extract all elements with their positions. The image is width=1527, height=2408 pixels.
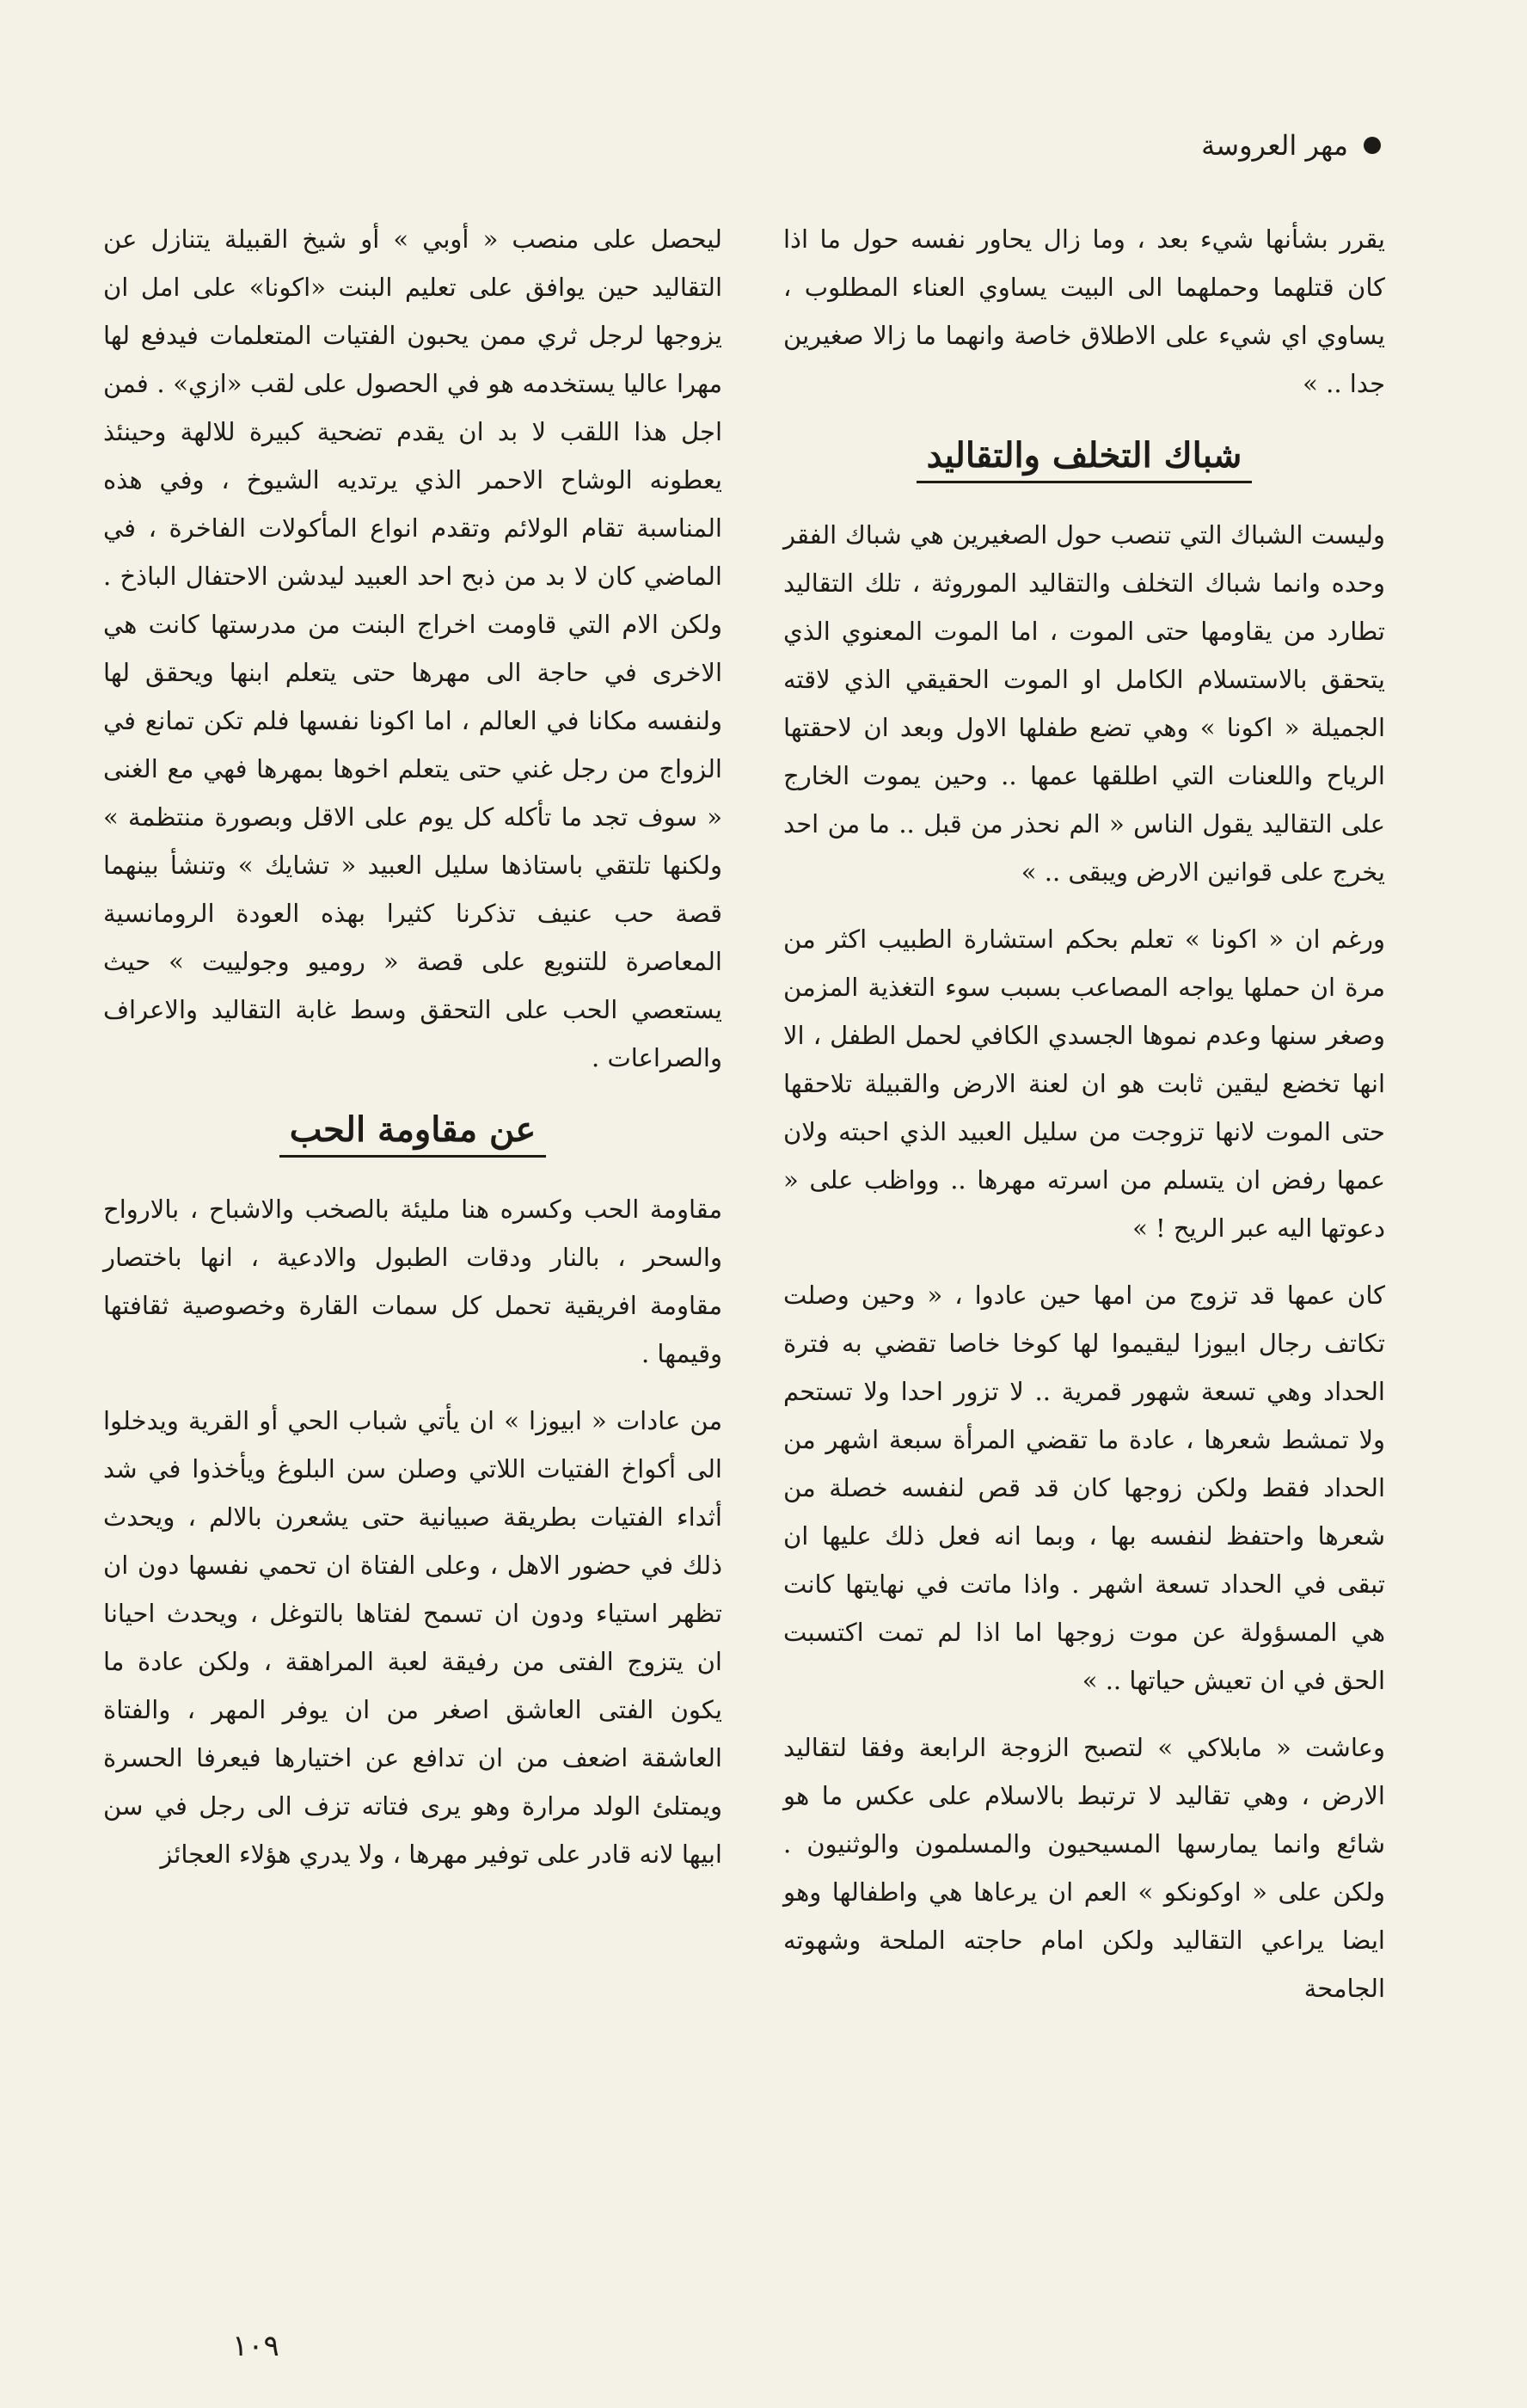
left-paragraph-3: من عادات « ابيوزا » ان يأتي شباب الحي أو القرية ويدخلوا الى أكواخ الفتيات اللاتي وصلن سن البلوغ ويأخذوا في شد أثداء الفتيات بطريقة صبيانية حتى يشعرن بالالم ، ويحدث ذلك في حضور الاهل ، وعلى الفتاة ان تحمي نفسها دون ان تظهر استياء ودون ان تسمح لفتاها بالتوغل ، ويحدث احيانا ان يتزوج الفتى من رفيقة لعبة المراهقة ، ولكن عادة ما يكون الفتى العاشق اصغر من ان يوفر المهر ، والفتاة العاشقة اضعف من ان تدافع عن اختيارها فيعرفا الحسرة ويمتلئ الولد مرارة وهو يرى فتاته تزف الى رجل في سن ابيها لانه قادر على توفير مهرها ، ولا يدري هؤلاء العجائز	[103, 1406, 722, 1869]
right-paragraph-3: ورغم ان « اكونا » تعلم بحكم استشارة الطبيب اكثر من مرة ان حملها يواجه المصاعب بسبب سوء التغذية المزمن وصغر سنها وعدم نموها الجسدي الكافي لحمل الطفل ، الا انها تخضع ليقين ثابت هو ان لعنة الارض والقبيلة تلاحقها حتى الموت لانها تزوجت من سليل العبيد الذي احبته ولان عمها رفض ان يتسلم من اسرته مهرها .. وواظب على « دعوتها اليه عبر الريح ! »	[783, 924, 1385, 1243]
right-column	[783, 215, 1385, 2031]
right-paragraph-2: وليست الشباك التي تنصب حول الصغيرين هي شباك الفقر وحده وانما شباك التخلف والتقاليد الموروثة ، تلك التقاليد تطارد من يقاومها حتى الموت ، اما الموت المعنوي الذي يتحقق بالاستسلام الكامل او الموت الحقيقي الذي لاقته الجميلة « اكونا » وهي تضع طفلها الاول وبعد ان لاحقتها الرياح واللعنات التي اطلقها عمها .. وحين يموت الخارج على التقاليد يقول الناس « الم نحذر من قبل .. ما من احد يخرج على قوانين الارض ويبقى .. »	[783, 520, 1385, 887]
bullet-icon	[1364, 137, 1381, 154]
left-column	[103, 215, 722, 1897]
section-heading-2-text: عن مقاومة الحب	[279, 1109, 547, 1158]
right-paragraph-5: وعاشت « مابلاكي » لتصبح الزوجة الرابعة وفقا لتقاليد الارض ، وهي تقاليد لا ترتبط بالاسلام على عكس ما هو شائع وانما يمارسها المسيحيون والمسلمون والوثنيون . ولكن على « اوكونكو » العم ان يرعاها هي واطفالها وهو ايضا يراعي التقاليد ولكن امام حاجته الملحة وشهوته الجامحة	[783, 1733, 1385, 2003]
section-heading-1-text: شباك التخلف والتقاليد	[917, 435, 1253, 483]
left-paragraph-1: ليحصل على منصب « أوبي » أو شيخ القبيلة يتنازل عن التقاليد حين يوافق على تعليم البنت «اكونا» على امل ان يزوجها لرجل ثري ممن يحبون الفتيات المتعلمات فيدفع لها مهرا عاليا يستخدمه هو في الحصول على لقب «ازي» . فمن اجل هذا اللقب لا بد ان يقدم تضحية كبيرة للالهة وحينئذ يعطونه الوشاح الاحمر الذي يرتديه الشيوخ ، وفي هذه المناسبة تقام الولائم وتقدم انواع المأكولات الفاخرة ، في الماضي كان لا بد من ذبح احد العبيد ليدشن الاحتفال الباذخ . ولكن الام التي قاومت اخراج البنت من مدرستها كانت هي الاخرى في حاجة الى مهرها حتى يتعلم ابنها ويحقق لها ولنفسه مكانا في العالم ، اما اكونا نفسها فلم تكن تمانع في الزواج من رجل غني حتى يتعلم اخوها بمهرها فهي مع الغنى « سوف تجد ما تأكله كل يوم على الاقل وبصورة منتظمة » ولكنها تلتقي باستاذها سليل العبيد « تشايك » وتنشأ بينهما قصة حب عنيف تذكرنا كثيرا بهذه العودة الرومانسية المعاصرة للتنويع على قصة « روميو وجولييت » حيث يستعصي الحب على التحقق وسط غابة التقاليد والاعراف والصراعات .	[103, 224, 722, 1072]
running-header	[1201, 129, 1381, 162]
right-paragraph-1: يقرر بشأنها شيء بعد ، وما زال يحاور نفسه حول ما اذا كان قتلهما وحملهما الى البيت يساوي العناء المطلوب ، يساوي اي شيء على الاطلاق خاصة وانهما ما زالا صغيرين جدا .. »	[783, 224, 1385, 398]
section-heading-2	[103, 1104, 722, 1156]
page-number: ١٠٩	[232, 2329, 279, 2363]
right-paragraph-4: كان عمها قد تزوج من امها حين عادوا ، « وحين وصلت تكاتف رجال ابيوزا ليقيموا لها كوخا خاصا تقضي به فترة الحداد وهي تسعة شهور قمرية .. لا تزور احدا ولا تستحم ولا تمشط شعرها ، عادة ما تقضي المرأة سبعة اشهر من الحداد فقط ولكن زوجها كان قد قص لنفسه خصلة من شعرها واحتفظ لنفسه بها ، وبما انه فعل ذلك عليها ان تبقى في الحداد تسعة اشهر . واذا ماتت في نهايتها كانت هي المسؤولة عن موت زوجها اما اذا لم تمت اكتسبت الحق في ان تعيش حياتها .. »	[783, 1281, 1386, 1695]
section-heading-1	[783, 430, 1385, 482]
left-paragraph-2: مقاومة الحب وكسره هنا مليئة بالصخب والاشباح ، بالارواح والسحر ، بالنار ودقات الطبول والادعية ، انها باختصار مقاومة افريقية تحمل كل سمات القارة وخصوصية ثقافتها وقيمها .	[103, 1195, 722, 1368]
running-header-title: مهر العروسة	[1201, 129, 1348, 162]
